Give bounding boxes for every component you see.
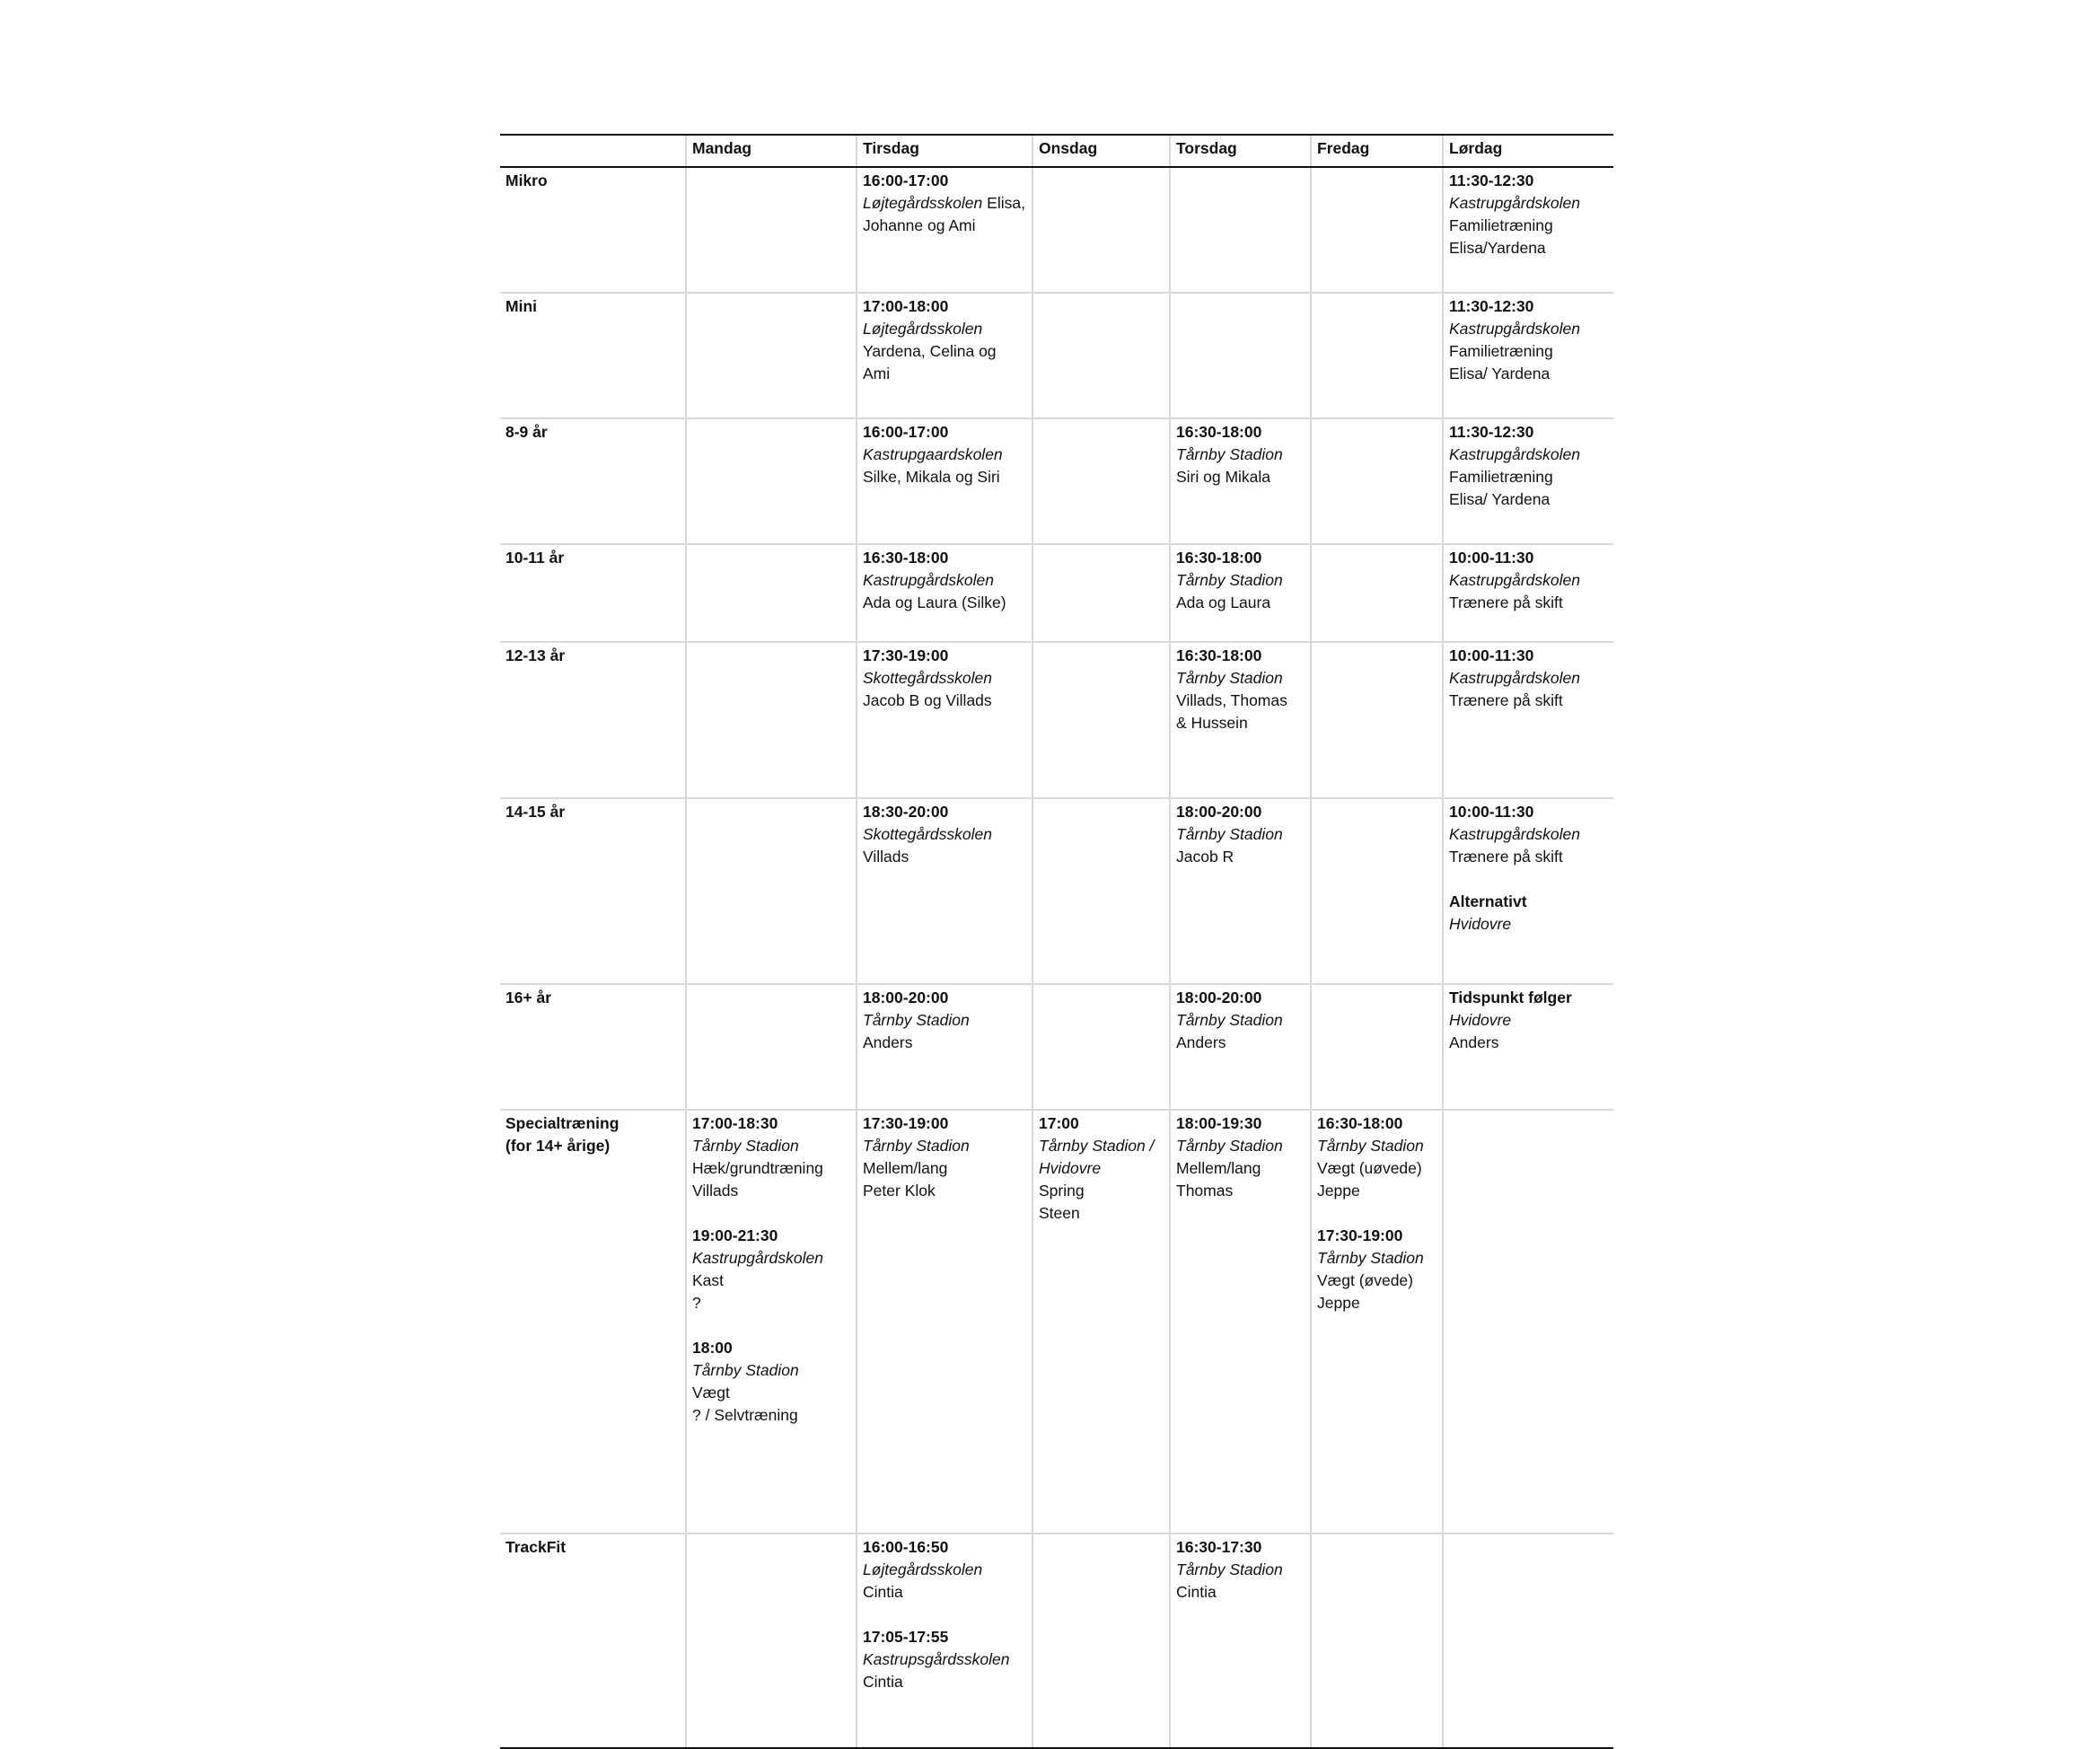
session-detail: Jacob B og Villads (863, 691, 992, 709)
session-location: Kastrupgaardskolen (863, 445, 1003, 463)
cell-tuesday (857, 984, 1032, 1110)
session-detail: Anders (1176, 1033, 1226, 1051)
cell-friday (1311, 1534, 1443, 1748)
row-label-line: Mikro (505, 171, 548, 189)
header-corner (500, 135, 686, 167)
session-time: 18:00-20:00 (1176, 989, 1262, 1006)
session-detail: Elisa/Yardena (1449, 239, 1546, 257)
session-detail: Steen (1039, 1204, 1080, 1222)
cell-tuesday (857, 1534, 1032, 1748)
row-label-line: 16+ år (505, 989, 552, 1006)
session-detail: Jeppe (1317, 1294, 1360, 1312)
row-label-line: 12-13 år (505, 646, 566, 664)
session-location: Tårnby Stadion / (1039, 1137, 1155, 1155)
session-detail: Ada og Laura (1176, 593, 1271, 611)
cell-saturday (1443, 418, 1613, 544)
cell-thursday (1170, 167, 1311, 293)
table-row (500, 1110, 1613, 1534)
session-detail: Johanne og Ami (863, 216, 976, 234)
cell-friday (1311, 642, 1443, 798)
session-time: 18:00-19:30 (1176, 1114, 1262, 1132)
session-detail: Villads, Thomas (1176, 691, 1287, 709)
session-location: Tårnby Stadion (1176, 571, 1283, 589)
session-detail: Cintia (863, 1673, 903, 1691)
session-entry (863, 645, 1026, 712)
session-entry (1176, 801, 1305, 868)
session-time: 11:30-12:30 (1449, 171, 1534, 189)
session-detail: Kast (692, 1271, 725, 1289)
cell-tuesday (857, 642, 1032, 798)
cell-saturday (1443, 798, 1613, 984)
session-entry (1449, 891, 1608, 936)
table-row (500, 544, 1613, 642)
session-detail: Elisa/ Yardena (1449, 490, 1551, 508)
table-row (500, 418, 1613, 544)
session-location: Kastrupgårdskolen (1449, 669, 1580, 687)
session-location: Tårnby Stadion (1317, 1137, 1424, 1155)
session-location: Hvidovre (1039, 1159, 1102, 1177)
cell-friday (1311, 1110, 1443, 1534)
session-entry (863, 1626, 1026, 1693)
cell-friday (1311, 293, 1443, 418)
cell-thursday (1170, 544, 1311, 642)
session-entry (1317, 1112, 1437, 1202)
session-location: Tårnby Stadion (863, 1137, 970, 1155)
row-label-line: 10-11 år (505, 549, 565, 567)
cell-thursday (1170, 642, 1311, 798)
cell-wednesday (1032, 798, 1170, 984)
session-entry (863, 987, 1026, 1054)
session-entry (1449, 295, 1608, 385)
cell-wednesday (1032, 1110, 1170, 1534)
row-label (500, 167, 686, 293)
cell-monday (686, 293, 857, 418)
session-entry (863, 1536, 1026, 1604)
cell-thursday (1170, 293, 1311, 418)
session-location: Tårnby Stadion (1176, 669, 1283, 687)
cell-wednesday (1032, 544, 1170, 642)
session-time: 10:00-11:30 (1449, 646, 1534, 664)
session-location: Skottegårdsskolen (863, 669, 992, 687)
table-row (500, 1534, 1613, 1748)
session-detail: Elisa, (982, 194, 1025, 212)
session-entry (863, 170, 1026, 237)
cell-saturday (1443, 293, 1613, 418)
row-label (500, 293, 686, 418)
session-location: Kastrupgårdskolen (692, 1249, 823, 1267)
row-label (500, 1534, 686, 1748)
session-location: Skottegårdsskolen (863, 825, 992, 843)
session-time: 11:30-12:30 (1449, 297, 1534, 315)
session-entry (1176, 547, 1305, 614)
session-entry (1449, 645, 1608, 712)
session-detail: & Hussein (1176, 714, 1248, 732)
session-time: Alternativt (1449, 892, 1527, 910)
session-detail: ? / Selvtræning (692, 1406, 798, 1424)
cell-friday (1311, 544, 1443, 642)
session-time: 18:30-20:00 (863, 803, 949, 821)
cell-monday (686, 418, 857, 544)
session-detail: Ami (863, 365, 891, 382)
session-time: 16:30-18:00 (1176, 646, 1262, 664)
session-entry (863, 295, 1026, 385)
session-detail: Ada og Laura (Silke) (863, 593, 1006, 611)
cell-monday (686, 1110, 857, 1534)
session-time: 10:00-11:30 (1449, 549, 1534, 567)
session-detail: Jacob R (1176, 848, 1235, 866)
session-detail: Mellem/lang (863, 1159, 948, 1177)
session-location: Kastrupsgårdsskolen (863, 1650, 1010, 1668)
row-label (500, 544, 686, 642)
cell-wednesday (1032, 293, 1170, 418)
session-time: 16:30-18:00 (1176, 549, 1262, 567)
cell-thursday (1170, 1110, 1311, 1534)
row-label-line: (for 14+ årige) (505, 1137, 611, 1155)
cell-monday (686, 642, 857, 798)
table-row (500, 798, 1613, 984)
cell-wednesday (1032, 167, 1170, 293)
row-label-line: Mini (505, 297, 537, 315)
cell-monday (686, 984, 857, 1110)
cell-tuesday (857, 798, 1032, 984)
row-label (500, 642, 686, 798)
session-location: Løjtegårdsskolen (863, 320, 983, 338)
session-location: Kastrupgårdskolen (863, 571, 994, 589)
cell-monday (686, 798, 857, 984)
session-entry (692, 1337, 850, 1427)
row-label-line: 14-15 år (505, 803, 566, 821)
cell-thursday (1170, 418, 1311, 544)
row-label-line: 8-9 år (505, 423, 548, 441)
session-location: Hvidovre (1449, 1011, 1512, 1029)
session-time: 16:00-16:50 (863, 1538, 949, 1556)
cell-saturday (1443, 544, 1613, 642)
session-location: Tårnby Stadion (692, 1137, 799, 1155)
session-location: Kastrupgårdskolen (1449, 445, 1580, 463)
cell-saturday (1443, 642, 1613, 798)
session-detail: Anders (863, 1033, 913, 1051)
header-day-tuesday: Tirsdag (857, 135, 1032, 167)
session-entry (1449, 547, 1608, 614)
cell-thursday (1170, 984, 1311, 1110)
session-location: Løjtegårdsskolen (863, 1560, 983, 1578)
cell-tuesday (857, 418, 1032, 544)
cell-tuesday (857, 1110, 1032, 1534)
session-entry (1176, 987, 1305, 1054)
session-time: 18:00 (692, 1339, 733, 1357)
training-schedule-table (500, 134, 1613, 1749)
session-detail: Trænere på skift (1449, 593, 1563, 611)
session-time: 16:30-17:30 (1176, 1538, 1262, 1556)
session-location: Kastrupgårdskolen (1449, 320, 1580, 338)
session-time: 16:00-17:00 (863, 423, 949, 441)
session-entry (1176, 421, 1305, 488)
cell-wednesday (1032, 984, 1170, 1110)
session-entry (1176, 645, 1305, 734)
session-entry (1449, 170, 1608, 259)
cell-saturday (1443, 1110, 1613, 1534)
header-day-saturday: Lørdag (1443, 135, 1613, 167)
session-detail: Familietræning (1449, 468, 1553, 486)
session-detail: Silke, Mikala og Siri (863, 468, 1000, 486)
session-time: 17:00-18:00 (863, 297, 949, 315)
cell-tuesday (857, 544, 1032, 642)
table-row (500, 642, 1613, 798)
session-detail: Thomas (1176, 1182, 1234, 1200)
session-location: Løjtegårdsskolen (863, 194, 983, 212)
session-entry (1039, 1112, 1164, 1225)
session-time: 17:30-19:00 (863, 1114, 949, 1132)
session-location: Kastrupgårdskolen (1449, 571, 1580, 589)
session-location: Hvidovre (1449, 915, 1512, 933)
session-location: Tårnby Stadion (1317, 1249, 1424, 1267)
session-time: Tidspunkt følger (1449, 989, 1572, 1006)
session-detail: Villads (863, 848, 909, 866)
session-detail: Trænere på skift (1449, 691, 1563, 709)
session-time: 17:30-19:00 (1317, 1226, 1403, 1244)
session-time: 11:30-12:30 (1449, 423, 1534, 441)
header-day-thursday: Torsdag (1170, 135, 1311, 167)
session-detail: Vægt (692, 1384, 730, 1402)
schedule-body (500, 167, 1613, 1748)
session-entry (1449, 801, 1608, 868)
session-entry (1176, 1536, 1305, 1604)
session-entry (863, 547, 1026, 614)
cell-saturday (1443, 167, 1613, 293)
cell-thursday (1170, 798, 1311, 984)
session-location: Tårnby Stadion (1176, 1560, 1283, 1578)
cell-monday (686, 167, 857, 293)
session-detail: Spring (1039, 1182, 1085, 1200)
session-detail: Vægt (øvede) (1317, 1271, 1413, 1289)
cell-wednesday (1032, 1534, 1170, 1748)
cell-saturday (1443, 1534, 1613, 1748)
session-time: 17:00-18:30 (692, 1114, 778, 1132)
session-time: 17:30-19:00 (863, 646, 949, 664)
session-location: Kastrupgårdskolen (1449, 825, 1580, 843)
session-entry (692, 1225, 850, 1314)
header-row (500, 135, 1613, 167)
session-time: 16:30-18:00 (863, 549, 949, 567)
session-detail: Villads (692, 1182, 739, 1200)
header-day-monday: Mandag (686, 135, 857, 167)
table-row (500, 167, 1613, 293)
session-entry (863, 801, 1026, 868)
session-time: 10:00-11:30 (1449, 803, 1534, 821)
session-time: 18:00-20:00 (1176, 803, 1262, 821)
session-entry (863, 421, 1026, 488)
session-detail: Mellem/lang (1176, 1159, 1261, 1177)
session-entry (692, 1112, 850, 1202)
session-detail: Jeppe (1317, 1182, 1360, 1200)
session-time: 16:30-18:00 (1317, 1114, 1403, 1132)
cell-friday (1311, 167, 1443, 293)
session-detail: Elisa/ Yardena (1449, 365, 1551, 382)
session-entry (1449, 987, 1608, 1054)
session-location: Tårnby Stadion (1176, 445, 1283, 463)
session-detail: Trænere på skift (1449, 848, 1563, 866)
session-time: 16:00-17:00 (863, 171, 949, 189)
header-day-wednesday: Onsdag (1032, 135, 1170, 167)
cell-thursday (1170, 1534, 1311, 1748)
cell-friday (1311, 418, 1443, 544)
session-detail: Yardena, Celina og (863, 342, 997, 360)
session-entry (863, 1112, 1026, 1202)
row-label (500, 984, 686, 1110)
session-detail: Familietræning (1449, 216, 1553, 234)
session-entry (1176, 1112, 1305, 1202)
session-location: Tårnby Stadion (1176, 1011, 1283, 1029)
session-detail: ? (692, 1294, 701, 1312)
session-detail: Cintia (1176, 1583, 1217, 1601)
cell-monday (686, 544, 857, 642)
cell-tuesday (857, 167, 1032, 293)
session-location: Tårnby Stadion (692, 1361, 799, 1379)
session-location-line (863, 192, 1026, 215)
session-detail: Siri og Mikala (1176, 468, 1271, 486)
cell-wednesday (1032, 642, 1170, 798)
session-detail: Hæk/grundtræning (692, 1159, 823, 1177)
session-detail: Vægt (uøvede) (1317, 1159, 1422, 1177)
table-row (500, 984, 1613, 1110)
session-entry (1317, 1225, 1437, 1314)
cell-monday (686, 1534, 857, 1748)
row-label (500, 798, 686, 984)
session-location: Kastrupgårdskolen (1449, 194, 1580, 212)
session-location: Tårnby Stadion (863, 1011, 970, 1029)
row-label-line: Specialtræning (505, 1114, 619, 1132)
session-entry (1449, 421, 1608, 511)
cell-friday (1311, 798, 1443, 984)
session-detail: Familietræning (1449, 342, 1553, 360)
cell-tuesday (857, 293, 1032, 418)
session-time: 16:30-18:00 (1176, 423, 1262, 441)
session-location: Tårnby Stadion (1176, 1137, 1283, 1155)
session-detail: Peter Klok (863, 1182, 936, 1200)
cell-saturday (1443, 984, 1613, 1110)
cell-wednesday (1032, 418, 1170, 544)
table-row (500, 293, 1613, 418)
session-location: Tårnby Stadion (1176, 825, 1283, 843)
session-time: 17:05-17:55 (863, 1628, 949, 1646)
session-time: 18:00-20:00 (863, 989, 949, 1006)
session-time: 17:00 (1039, 1114, 1079, 1132)
row-label-line: TrackFit (505, 1538, 567, 1556)
row-label (500, 1110, 686, 1534)
row-label (500, 418, 686, 544)
session-detail: Anders (1449, 1033, 1499, 1051)
session-time: 19:00-21:30 (692, 1226, 778, 1244)
header-day-friday: Fredag (1311, 135, 1443, 167)
session-detail: Cintia (863, 1583, 903, 1601)
cell-friday (1311, 984, 1443, 1110)
